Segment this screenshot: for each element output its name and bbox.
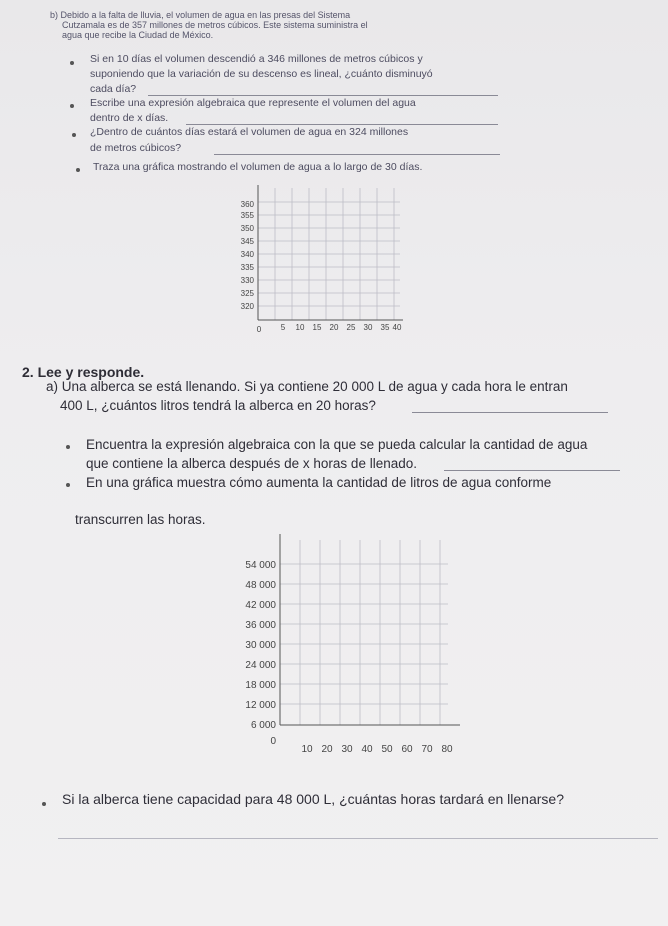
y-tick: 320 — [240, 302, 254, 311]
bullet — [66, 483, 70, 487]
x-tick: 35 — [380, 323, 390, 332]
y-tick: 12 000 — [245, 700, 276, 711]
q3-line-2: de metros cúbicos? — [90, 142, 182, 154]
q1-line-2: suponiendo que la variación de su descenso es lineal, ¿cuánto disminuyó — [90, 68, 433, 80]
answer-line-qb[interactable] — [444, 470, 620, 471]
y-tick: 6 000 — [250, 720, 276, 731]
qa-line-2: 400 L, ¿cuántos litros tendrá la alberca en 20 horas? — [60, 398, 376, 413]
qc-line-1: En una gráfica muestra cómo aumenta la cantidad de litros de agua conforme — [86, 475, 552, 490]
x-tick: 60 — [401, 744, 413, 755]
x-tick: 30 — [363, 323, 373, 332]
q2-line-2: dentro de x días. — [90, 112, 169, 124]
y-tick: 48 000 — [245, 580, 276, 591]
qa-line-1: a) Una alberca se está llenando. Si ya contiene 20 000 L de agua y cada hora le entran — [46, 379, 568, 394]
answer-line-qd[interactable] — [58, 838, 658, 839]
x-tick: 80 — [441, 744, 453, 755]
origin-label: 0 — [270, 736, 276, 747]
x-tick: 10 — [301, 744, 313, 755]
x-tick: 15 — [312, 323, 322, 332]
x-tick: 10 — [295, 323, 305, 332]
y-tick: 360 — [240, 200, 254, 209]
x-tick: 70 — [421, 744, 433, 755]
y-tick: 355 — [240, 211, 254, 220]
y-tick: 18 000 — [245, 680, 276, 691]
y-tick: 42 000 — [245, 600, 276, 611]
q1-line-1: Si en 10 días el volumen descendió a 346 millones de metros cúbicos y — [90, 53, 423, 65]
y-tick: 325 — [240, 289, 254, 298]
bullet — [72, 133, 76, 137]
x-tick: 5 — [280, 323, 286, 332]
y-tick: 330 — [240, 276, 254, 285]
section-heading: 2. Lee y responde. — [22, 364, 145, 380]
y-tick: 30 000 — [245, 640, 276, 651]
y-tick: 345 — [240, 237, 254, 246]
qd-text: Si la alberca tiene capacidad para 48 000 L, ¿cuántas horas tardará en llenarse? — [62, 791, 564, 807]
x-tick: 40 — [361, 744, 373, 755]
y-tick: 54 000 — [245, 560, 276, 571]
answer-line-q3[interactable] — [214, 154, 500, 155]
q4-text: Traza una gráfica mostrando el volumen de agua a lo largo de 30 días. — [93, 161, 423, 173]
q1-line-3: cada día? — [90, 83, 137, 95]
x-tick: 0 — [256, 325, 262, 334]
answer-line-q2[interactable] — [186, 124, 498, 125]
bullet — [70, 61, 74, 65]
x-tick: 40 — [392, 323, 402, 332]
bullet — [76, 168, 80, 172]
y-tick: 340 — [240, 250, 254, 259]
x-tick: 30 — [341, 744, 353, 755]
qb-line-2: que contiene la alberca después de x horas de llenado. — [86, 456, 417, 471]
intro-line-1: b) Debido a la falta de lluvia, el volumen de agua en las presas del Sistema — [50, 10, 351, 20]
y-tick: 24 000 — [245, 660, 276, 671]
volume-graph[interactable] — [225, 180, 445, 340]
pool-graph[interactable] — [220, 530, 480, 760]
intro-line-2: Cutzamala es de 357 millones de metros cúbicos. Este sistema suministra el — [62, 20, 368, 30]
bullet — [66, 445, 70, 449]
y-tick: 350 — [240, 224, 254, 233]
bullet — [70, 104, 74, 108]
x-tick: 20 — [329, 323, 339, 332]
answer-line-q1[interactable] — [148, 95, 498, 96]
answer-line-qa[interactable] — [412, 412, 608, 413]
q3-line-1: ¿Dentro de cuántos días estará el volumen de agua en 324 millones — [90, 126, 409, 138]
y-tick: 335 — [240, 263, 254, 272]
y-tick: 36 000 — [245, 620, 276, 631]
x-tick: 50 — [381, 744, 393, 755]
qb-line-1: Encuentra la expresión algebraica con la que se pueda calcular la cantidad de agua — [86, 437, 588, 452]
intro-line-3: agua que recibe la Ciudad de México. — [62, 30, 214, 40]
q2-line-1: Escribe una expresión algebraica que represente el volumen del agua — [90, 97, 416, 109]
bullet — [42, 802, 46, 806]
x-tick: 20 — [321, 744, 333, 755]
x-tick: 25 — [346, 323, 356, 332]
qc-line-2: transcurren las horas. — [75, 512, 206, 527]
